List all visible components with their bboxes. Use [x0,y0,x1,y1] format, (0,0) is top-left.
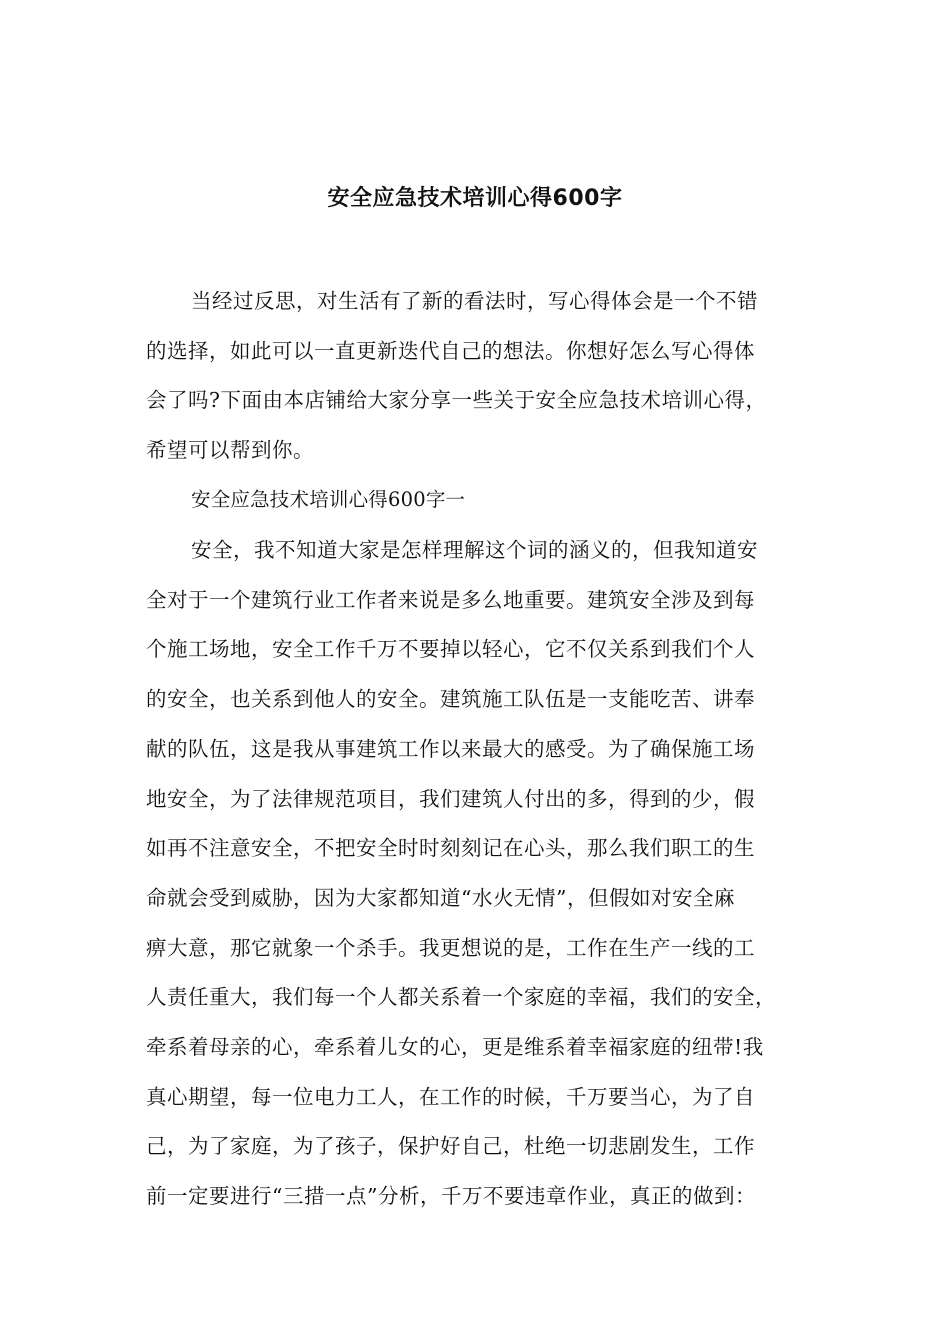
body-line-1: 安全，我不知道大家是怎样理解这个词的涵义的，但我知道安 [191,538,758,562]
document-title: 安全应急技术培训心得600字 [327,186,623,211]
intro-line-3: 会了吗?下面由本店铺给大家分享一些关于安全应急技术培训心得， [146,388,767,412]
body-line-13: 己，为了家庭，为了孩子，保护好自己，杜绝一切悲剧发生，工作 [146,1134,755,1158]
body-line-3: 个施工场地，安全工作千万不要掉以轻心，它不仅关系到我们个人 [146,637,755,661]
section-heading: 安全应急技术培训心得600字一 [191,488,466,511]
body-line-8: 命就会受到威胁，因为大家都知道“水火无情”，但假如对安全麻 [146,886,735,910]
body-line-9: 痹大意，那它就象一个杀手。我更想说的是，工作在生产一线的工 [146,936,755,960]
body-line-10: 人责任重大，我们每一个人都关系着一个家庭的幸福，我们的安全， [146,985,776,1009]
body-line-12: 真心期望，每一位电力工人，在工作的时候，千万要当心，为了自 [146,1085,755,1109]
body-line-11: 牵系着母亲的心，牵系着儿女的心，更是维系着幸福家庭的纽带!我 [146,1035,764,1059]
body-line-14: 前一定要进行“三措一点”分析，千万不要违章作业，真正的做到： [146,1184,756,1208]
intro-line-1: 当经过反思，对生活有了新的看法时，写心得体会是一个不错 [191,289,758,313]
body-line-7: 如再不注意安全，不把安全时时刻刻记在心头，那么我们职工的生 [146,836,755,860]
body-line-2: 全对于一个建筑行业工作者来说是多么地重要。建筑安全涉及到每 [146,588,755,612]
body-line-6: 地安全，为了法律规范项目，我们建筑人付出的多，得到的少，假 [146,787,755,811]
body-line-5: 献的队伍，这是我从事建筑工作以来最大的感受。为了确保施工场 [146,737,755,761]
body-line-4: 的安全，也关系到他人的安全。建筑施工队伍是一支能吃苦、讲奉 [146,687,755,711]
intro-line-4: 希望可以帮到你。 [146,438,314,462]
intro-line-2: 的选择，如此可以一直更新迭代自己的想法。你想好怎么写心得体 [146,339,755,363]
